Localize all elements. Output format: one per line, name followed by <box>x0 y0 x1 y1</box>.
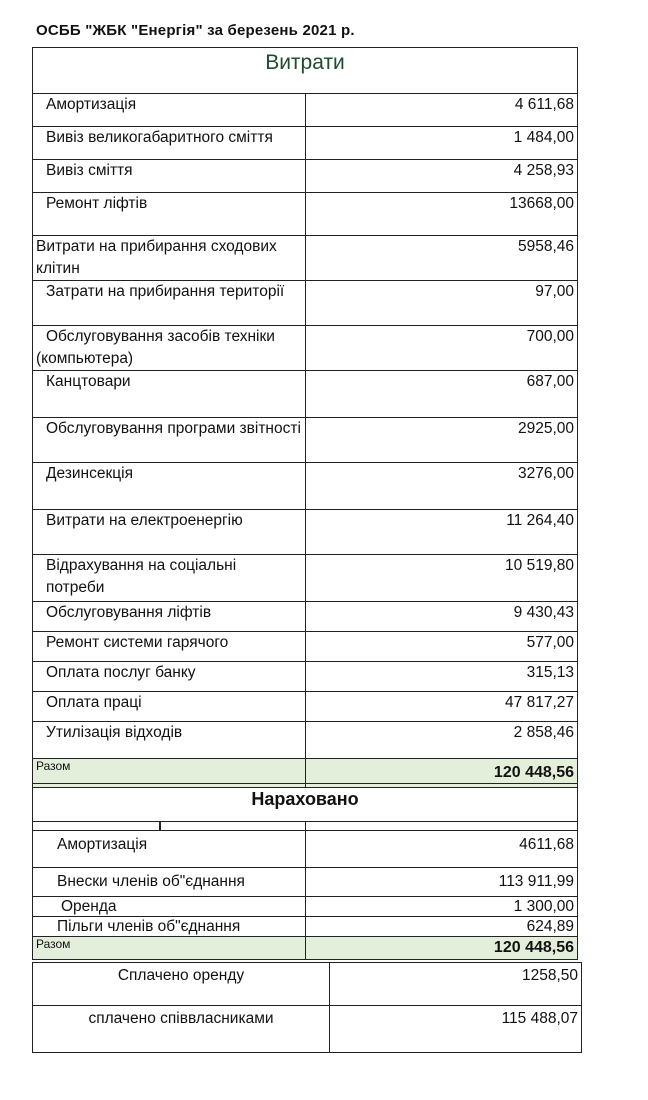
expense-value: 1 484,00 <box>305 127 578 160</box>
accrued-heading: Нараховано <box>33 784 578 822</box>
expense-value: 5958,46 <box>305 236 578 281</box>
expense-value: 11 264,40 <box>305 510 578 555</box>
expense-label: Ремонт ліфтів <box>33 193 306 236</box>
expense-label: Вивіз сміття <box>33 160 306 193</box>
expense-label: Канцтовари <box>33 371 306 418</box>
table-row <box>33 236 578 281</box>
accrued-total-label: Разом <box>33 937 306 960</box>
table-row <box>33 662 578 692</box>
accrued-label: Амортизація <box>33 831 306 868</box>
accrued-value: 624,89 <box>305 917 578 937</box>
accrued-table <box>32 783 578 960</box>
expenses-total-label: Разом <box>33 759 306 788</box>
table-row <box>33 281 578 326</box>
table-row <box>33 722 578 759</box>
payment-label: Сплачено оренду <box>33 963 330 1006</box>
expense-value: 3276,00 <box>305 463 578 510</box>
table-row <box>33 510 578 555</box>
accrued-spacer-row <box>33 822 578 831</box>
expense-label: Дезинсекція <box>33 463 306 510</box>
expense-value: 10 519,80 <box>305 555 578 602</box>
table-row <box>33 326 578 371</box>
table-row <box>33 371 578 418</box>
accrued-label: Оренда <box>33 897 306 917</box>
accrued-value: 4611,68 <box>305 831 578 868</box>
table-row <box>33 94 578 127</box>
expense-label: Оплата послуг банку <box>33 662 306 692</box>
accrued-label: Пільги членів об"єднання <box>33 917 306 937</box>
table-row <box>33 555 578 602</box>
accrued-total-row <box>33 937 578 960</box>
divider-tick <box>159 822 161 830</box>
table-row <box>33 897 578 917</box>
payment-label: сплачено співвласниками <box>33 1006 330 1053</box>
table-row <box>33 127 578 160</box>
expense-label: Вивіз великогабаритного сміття <box>33 127 306 160</box>
table-row <box>33 917 578 937</box>
table-row <box>33 160 578 193</box>
payment-value: 1258,50 <box>330 963 582 1006</box>
table-row <box>33 868 578 897</box>
expense-value: 4 611,68 <box>305 94 578 127</box>
expenses-table <box>32 47 578 788</box>
expenses-heading: Витрати <box>33 48 578 94</box>
table-row <box>33 632 578 662</box>
expense-label: Обслуговування засобів техніки (компьютера) <box>33 326 306 371</box>
expense-value: 9 430,43 <box>305 602 578 632</box>
payments-table <box>32 962 582 1053</box>
table-row <box>33 418 578 463</box>
report-title: ОСББ "ЖБК "Енергія" за березень 2021 р. <box>36 22 355 39</box>
expense-label: Оплата праці <box>33 692 306 722</box>
accrued-value: 1 300,00 <box>305 897 578 917</box>
expense-value: 2925,00 <box>305 418 578 463</box>
payment-value: 115 488,07 <box>330 1006 582 1053</box>
expense-value: 687,00 <box>305 371 578 418</box>
expense-value: 13668,00 <box>305 193 578 236</box>
expenses-total-value: 120 448,56 <box>305 759 578 788</box>
accrued-heading-row <box>33 784 578 822</box>
expenses-heading-row <box>33 48 578 94</box>
table-row <box>33 692 578 722</box>
accrued-label: Внески членів об"єднання <box>33 868 306 897</box>
expense-value: 47 817,27 <box>305 692 578 722</box>
expense-label: Амортизація <box>33 94 306 127</box>
expense-label: Обслуговування програми звітності <box>33 418 306 463</box>
expense-value: 315,13 <box>305 662 578 692</box>
accrued-value: 113 911,99 <box>305 868 578 897</box>
expense-label: Обслуговування ліфтів <box>33 602 306 632</box>
expense-value: 4 258,93 <box>305 160 578 193</box>
table-row <box>33 963 582 1006</box>
expense-label: Утилізація відходів <box>33 722 306 759</box>
table-row <box>33 831 578 868</box>
table-row <box>33 602 578 632</box>
expense-label: Витрати на прибирання сходових клітин <box>33 236 306 281</box>
expense-value: 2 858,46 <box>305 722 578 759</box>
expense-value: 700,00 <box>305 326 578 371</box>
expense-value: 97,00 <box>305 281 578 326</box>
table-row <box>33 463 578 510</box>
table-row <box>33 193 578 236</box>
accrued-total-value: 120 448,56 <box>305 937 578 960</box>
expense-label: Затрати на прибирання території <box>33 281 306 326</box>
table-row <box>33 1006 582 1053</box>
expense-value: 577,00 <box>305 632 578 662</box>
expense-label: Ремонт системи гарячого <box>33 632 306 662</box>
expense-label: Витрати на електроенергію <box>33 510 306 555</box>
expense-label: Відрахування на соціальні потреби <box>33 555 306 602</box>
